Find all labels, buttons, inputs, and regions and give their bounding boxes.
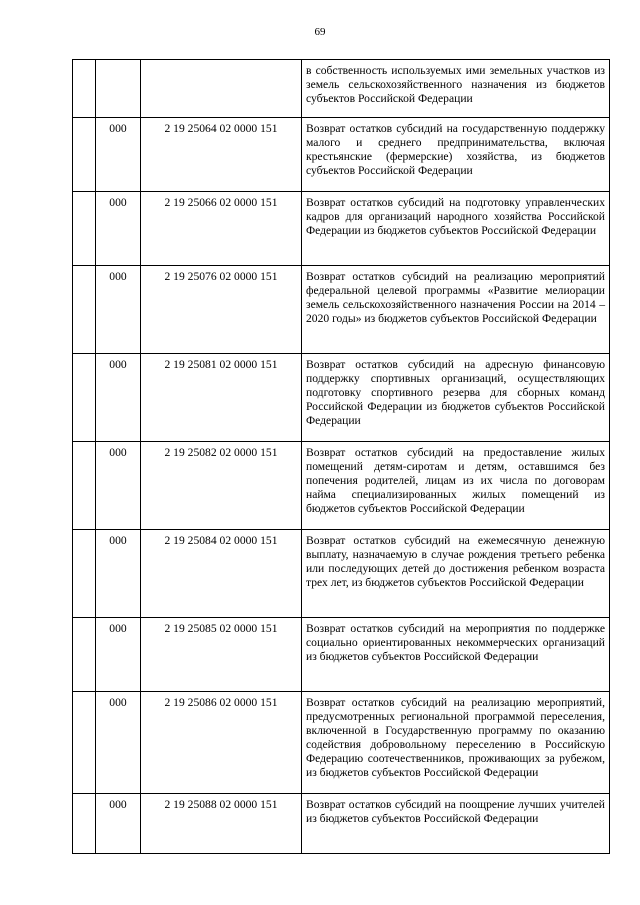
table-row xyxy=(73,354,610,442)
admin-code-cell: 000 xyxy=(96,794,141,854)
empty-cell xyxy=(73,118,96,192)
budget-code-cell: 2 19 25082 02 0000 151 xyxy=(141,442,302,530)
budget-code-cell: 2 19 25088 02 0000 151 xyxy=(141,794,302,854)
table-row xyxy=(73,618,610,692)
empty-cell xyxy=(73,266,96,354)
table-row xyxy=(73,530,610,618)
budget-code-cell: 2 19 25084 02 0000 151 xyxy=(141,530,302,618)
admin-code-cell: 000 xyxy=(96,118,141,192)
admin-code-cell: 000 xyxy=(96,442,141,530)
table-row xyxy=(73,192,610,266)
budget-code-cell: 2 19 25086 02 0000 151 xyxy=(141,692,302,794)
description-cell: Возврат остатков субсидий на поощрение лучших учителей из бюджетов субъектов Российской Федерации xyxy=(302,794,610,854)
empty-cell xyxy=(73,692,96,794)
description-cell: Возврат остатков субсидий на подготовку управленческих кадров для организаций народного хозяйства Российской Федерации из бюджетов субъектов Российской Федерации xyxy=(302,192,610,266)
description-cell: в собственность используемых ими земельных участков из земель сельскохозяйственного назначения из бюджетов субъектов Российской Федерации xyxy=(302,60,610,118)
budget-code-cell: 2 19 25076 02 0000 151 xyxy=(141,266,302,354)
budget-code-cell: 2 19 25064 02 0000 151 xyxy=(141,118,302,192)
description-cell: Возврат остатков субсидий на реализацию мероприятий, предусмотренных региональной программой переселения, включенной в Государственную программу по оказанию содействия добровольному переселению в Российскую Федерацию соотечественников, проживающих за рубежом, из бюджетов субъектов Российской Федерации xyxy=(302,692,610,794)
budget-code-cell xyxy=(141,60,302,118)
empty-cell xyxy=(73,192,96,266)
admin-code-cell: 000 xyxy=(96,266,141,354)
table-row xyxy=(73,118,610,192)
admin-code-cell xyxy=(96,60,141,118)
budget-code-cell: 2 19 25066 02 0000 151 xyxy=(141,192,302,266)
description-cell: Возврат остатков субсидий на адресную финансовую поддержку спортивных организаций, осуществляющих подготовку спортивного резерва для сборных команд Российской Федерации из бюджетов субъектов Российской Федерации xyxy=(302,354,610,442)
description-cell: Возврат остатков субсидий на ежемесячную денежную выплату, назначаемую в случае рождения третьего ребенка или последующих детей до достижения ребенком возраста трех лет, из бюджетов субъектов Российской Федерации xyxy=(302,530,610,618)
empty-cell xyxy=(73,60,96,118)
budget-code-cell: 2 19 25085 02 0000 151 xyxy=(141,618,302,692)
description-cell: Возврат остатков субсидий на мероприятия по поддержке социально ориентированных некоммерческих организаций из бюджетов субъектов Российской Федерации xyxy=(302,618,610,692)
description-cell: Возврат остатков субсидий на реализацию мероприятий федеральной целевой программы «Развитие мелиорации земель сельскохозяйственного назначения России на 2014 – 2020 годы» из бюджетов субъектов Российской Федерации xyxy=(302,266,610,354)
admin-code-cell: 000 xyxy=(96,618,141,692)
table-row xyxy=(73,794,610,854)
empty-cell xyxy=(73,354,96,442)
table-row xyxy=(73,692,610,794)
admin-code-cell: 000 xyxy=(96,192,141,266)
description-cell: Возврат остатков субсидий на государственную поддержку малого и среднего предпринимательства, включая крестьянские (фермерские) хозяйства, из бюджетов субъектов Российской Федерации xyxy=(302,118,610,192)
admin-code-cell: 000 xyxy=(96,530,141,618)
budget-classification-table xyxy=(72,59,610,854)
empty-cell xyxy=(73,794,96,854)
budget-code-cell: 2 19 25081 02 0000 151 xyxy=(141,354,302,442)
admin-code-cell: 000 xyxy=(96,354,141,442)
table-row xyxy=(73,60,610,118)
page-number: 69 xyxy=(314,26,326,38)
admin-code-cell: 000 xyxy=(96,692,141,794)
table-row xyxy=(73,442,610,530)
empty-cell xyxy=(73,618,96,692)
empty-cell xyxy=(73,442,96,530)
table-row xyxy=(73,266,610,354)
empty-cell xyxy=(73,530,96,618)
description-cell: Возврат остатков субсидий на предоставление жилых помещений детям-сиротам и детям, оставшимся без попечения родителей, лицам из их числа по договорам найма специализированных жилых помещений из бюджетов субъектов Российской Федерации xyxy=(302,442,610,530)
